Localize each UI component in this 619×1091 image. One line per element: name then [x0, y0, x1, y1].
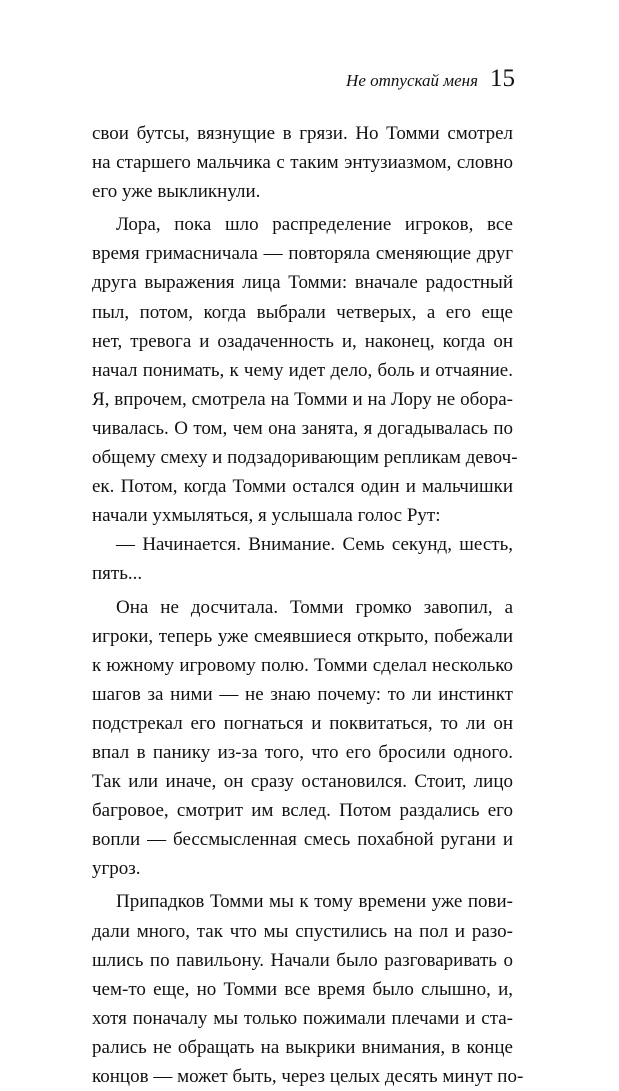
text-line: начал понимать, к чему идет дело, боль и отчаяние. [92, 359, 513, 381]
text-line: угроз. [92, 858, 141, 880]
text-line: время гримасничала — повторяла сменяющие друг [92, 243, 513, 265]
paragraph [92, 530, 513, 588]
text-line: Припадков Томми мы к тому времени уже пови- [116, 891, 513, 913]
text-line: Так или иначе, он сразу остановился. Стоит, лицо [92, 771, 513, 793]
text-line: начали ухмыляться, я услышала голос Рут: [92, 505, 441, 527]
text-line: игроки, теперь уже смеявшиеся открыто, побежали [92, 625, 513, 647]
text-line: друга выражения лица Томми: вначале радостный [92, 272, 513, 294]
text-line: к южному игровому полю. Томми сделал несколько [92, 654, 513, 676]
running-header [346, 66, 515, 91]
text-line: нет, тревога и озадаченность и, наконец, когда он [92, 330, 513, 352]
text-line: шагов за ними — не знаю почему: то ли инстинкт [92, 683, 513, 705]
running-title: Не отпускай меня [346, 71, 478, 90]
paragraph [92, 210, 518, 530]
text-line: общему смеху и подзадоривающим репликам девоч- [92, 447, 518, 469]
text-line: пять... [92, 563, 143, 585]
text-line: чем-то еще, но Томми все время было слышно, и, [92, 978, 513, 1000]
paragraph [92, 593, 513, 884]
text-line: Я, впрочем, смотрела на Томми и на Лору не обора- [92, 388, 513, 410]
paragraph [92, 119, 513, 206]
text-line: концов — может быть, через целых десять минут по- [92, 1066, 524, 1087]
text-line: ек. Потом, когда Томми остался один и мальчишки [92, 476, 513, 498]
text-line: свои бутсы, вязнущие в грязи. Но Томми смотрел [92, 123, 513, 144]
text-line: его уже выкликнули. [92, 181, 261, 203]
text-line: на старшего мальчика с таким энтузиазмом, словно [92, 152, 513, 174]
text-line: хотя поначалу мы только пожимали плечами и ста- [92, 1007, 513, 1029]
body-text [92, 119, 524, 1091]
text-line: вопли — бессмысленная смесь похабной ругани и [92, 829, 513, 851]
text-line: чивалась. О том, чем она занята, я догадывалась по [92, 417, 513, 439]
text-line: — Начинается. Внимание. Семь секунд, шесть, [116, 534, 513, 556]
text-line: Она не досчитала. Томми громко завопил, а [116, 596, 513, 618]
text-line: дали много, так что мы спустились на пол и разо- [92, 920, 513, 942]
text-line: шлись по павильону. Начали было разговаривать о [92, 949, 513, 971]
text-line: багровое, смотрит им вслед. Потом раздались его [92, 800, 513, 822]
page-number: 15 [490, 65, 515, 92]
text-line: пыл, потом, когда выбрали четверых, а его еще [92, 301, 513, 323]
paragraph [92, 887, 524, 1091]
text-line: впал в панику из-за того, что его бросили одного. [92, 741, 513, 763]
text-line: рались не обращать на выкрики внимания, в конце [92, 1036, 513, 1058]
text-line: Лора, пока шло распределение игроков, все [116, 214, 513, 236]
text-line: подстрекал его погнаться и поквитаться, то ли он [92, 712, 513, 734]
